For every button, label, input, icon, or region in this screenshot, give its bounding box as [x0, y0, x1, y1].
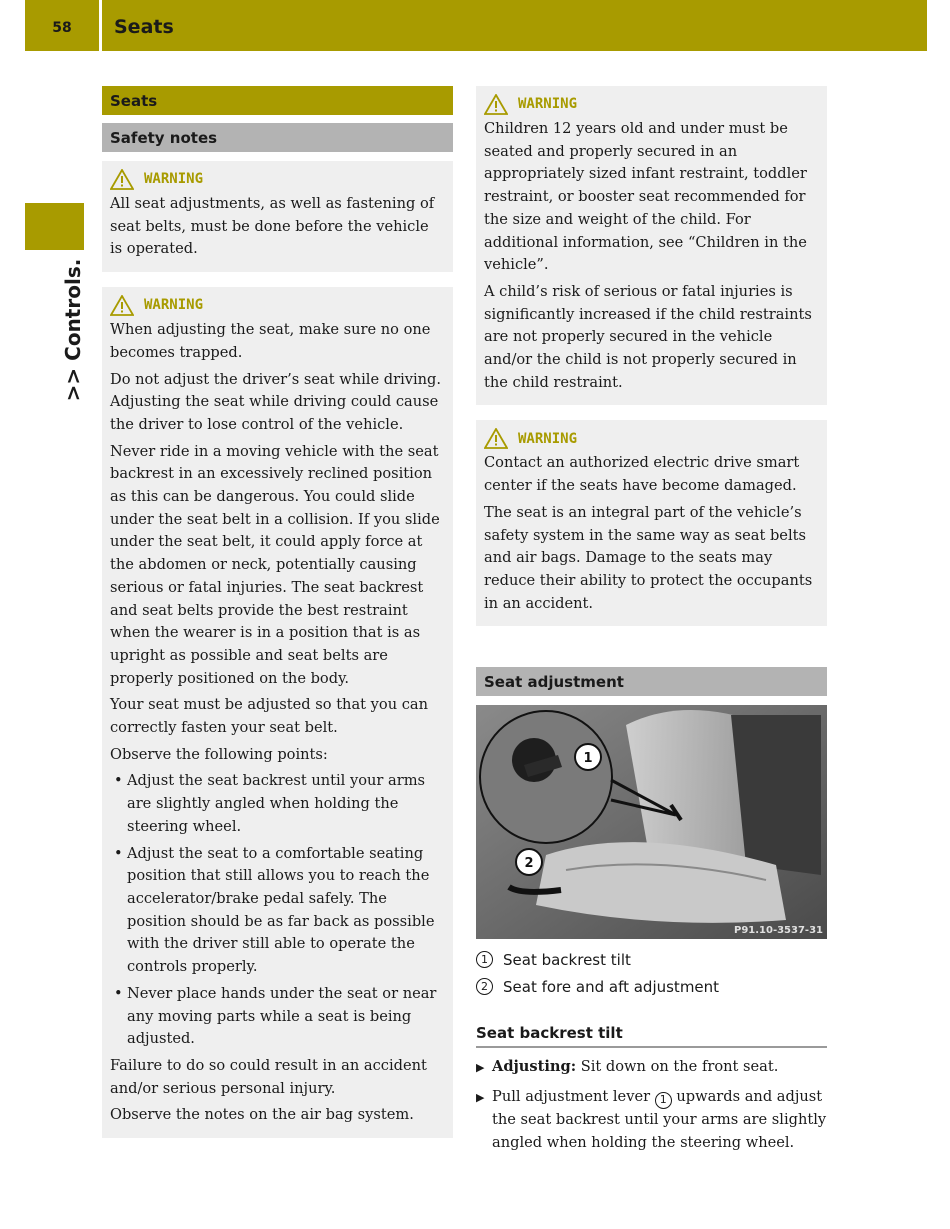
step-arrow-icon: ▶ — [476, 1091, 485, 1105]
instruction-step: ▶ Pull adjustment lever 1 upwards and adjust the seat backrest until your arms are slightly angled when holding the steering wheel. — [476, 1086, 827, 1154]
warning-text: Never ride in a moving vehicle with the seat backrest in an excessively reclined position as this can be dangerous. You could slide under the seat belt in a collision. If you slide under the seat belt, it could apply force at the abdomen or neck, potentially causing serious or fatal injuries. The seat backrest and seat belts provide the best restraint when the wearer is in a position that is as upright as possible and seat belts are properly positioned on the body. — [110, 442, 440, 687]
warning-label: WARNING — [518, 96, 578, 113]
warning-box — [476, 420, 827, 626]
warning-heading — [110, 167, 445, 192]
warning-triangle-icon — [110, 295, 134, 316]
list-item: • Never place hands under the seat or near any moving parts while a seat is being adjusted. — [114, 984, 437, 1048]
warning-label: WARNING — [144, 171, 204, 188]
warning-box — [102, 287, 453, 1138]
warning-box — [102, 161, 453, 272]
subsection-title: Safety notes — [102, 123, 453, 152]
page-header — [25, 0, 927, 51]
step-arrow-icon: ▶ — [476, 1061, 485, 1075]
right-column — [476, 86, 827, 1154]
warning-label: WARNING — [144, 297, 204, 314]
warning-heading — [484, 92, 819, 117]
legend-item: 2 Seat fore and aft adjustment — [476, 973, 827, 1000]
warning-triangle-icon — [110, 169, 134, 190]
warning-text: Observe the notes on the air bag system. — [110, 1106, 414, 1124]
warning-text: Observe the following points: — [110, 745, 328, 763]
chapter-title: Seats — [114, 15, 174, 38]
seat-adjustment-title: Seat adjustment — [476, 667, 827, 696]
svg-text:1: 1 — [583, 751, 593, 767]
warning-triangle-icon — [484, 94, 508, 115]
warning-text: Children 12 years old and under must be seated and properly secured in an appropriately sized infant restraint, toddler restraint, or booster seat recommended for the size and weight of the child. For additional information, see “Children in the vehicle”. — [484, 120, 807, 274]
figure-legend — [476, 946, 827, 1000]
backrest-tilt-heading: Seat backrest tilt — [476, 1024, 827, 1048]
warning-text: Contact an authorized electric drive smart center if the seats have become damaged. — [484, 454, 800, 495]
warning-label: WARNING — [518, 430, 578, 447]
section-title: Seats — [102, 86, 453, 115]
warning-text: When adjusting the seat, make sure no one becomes trapped. — [110, 321, 431, 361]
list-item: • Adjust the seat backrest until your arms are slightly angled when holding the steering wheel. — [114, 772, 426, 835]
seat-illustration — [476, 705, 827, 939]
bullet-list — [110, 770, 445, 1050]
warning-heading — [484, 426, 819, 451]
warning-text: The seat is an integral part of the vehicle’s safety system in the same way as seat belts and air bags. Damage to the seats may reduce their ability to protect the occupants in an accident. — [484, 503, 813, 612]
left-column — [102, 86, 453, 1138]
side-tab-marker — [25, 203, 84, 250]
warning-box — [476, 86, 827, 405]
header-divider — [99, 0, 102, 51]
instruction-step: ▶ Adjusting: Sit down on the front seat. — [476, 1056, 827, 1080]
svg-text:2: 2 — [524, 856, 534, 872]
warning-text: A child’s risk of serious or fatal injuries is significantly increased if the child restraints are not properly secured in the vehicle and/or the child is not properly secured in the child restraint. — [484, 282, 812, 391]
warning-text: Your seat must be adjusted so that you can correctly fasten your seat belt. — [110, 696, 429, 737]
warning-heading — [110, 293, 445, 318]
side-tab-label: >> Controls. — [61, 258, 85, 402]
page-number: 58 — [52, 20, 72, 36]
warning-text: Failure to do so could result in an accident and/or serious personal injury. — [110, 1056, 427, 1097]
warning-text: All seat adjustments, as well as fastening of seat belts, must be done before the vehicle is operated. — [110, 195, 435, 258]
figure-code: P91.10-3537-31 — [733, 925, 823, 937]
list-item: • Adjust the seat to a comfortable seating position that still allows you to reach the accelerator/brake pedal safely. The position should be as far back as possible with the driver still able to operate the controls properly. — [114, 844, 435, 976]
warning-triangle-icon — [484, 428, 508, 449]
warning-text: Do not adjust the driver’s seat while driving. Adjusting the seat while driving could cause the driver to lose control of the vehicle. — [110, 370, 442, 433]
legend-item: 1 Seat backrest tilt — [476, 946, 827, 973]
seat-adjustment-figure — [476, 705, 827, 939]
